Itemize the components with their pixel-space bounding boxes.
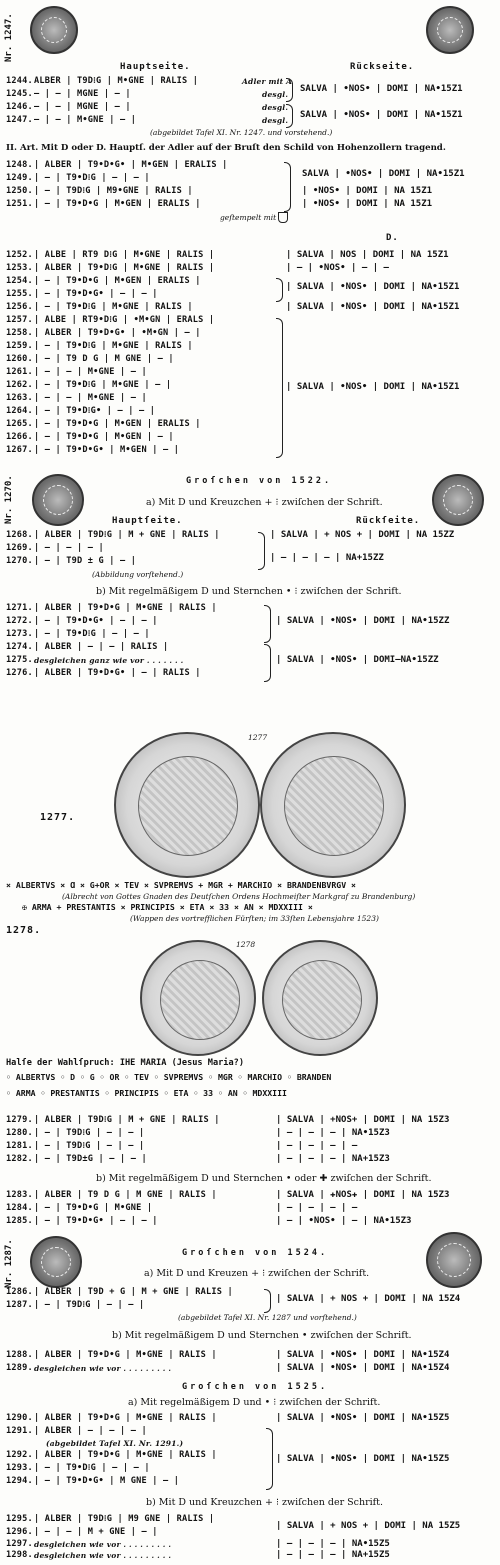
catalog-number-1277: 1277. <box>40 812 76 823</box>
catalog-row-1274: 1274. | ALBER | — | — | RALIS | <box>6 642 169 652</box>
reverse-legend: | SALVA | •NOS• | DOMI | NA•15Z1 <box>286 302 460 312</box>
subsection-heading: b) Mit D und Kreuzchen + ⁝ zwiſchen der Schrift. <box>146 1497 384 1508</box>
reverse-legend: | SALVA | ✚NOS✚ | DOMI | NA 15Z3 <box>276 1190 450 1200</box>
reverse-legend: | — | — | — | NA•15Z5 <box>276 1539 390 1549</box>
figure-number-1277: 1277 <box>248 733 268 742</box>
header-reverse: Rückſeite. <box>356 516 421 526</box>
reverse-legend: | SALVA | •NOS• | DOMI | NA•15Z1 <box>286 282 460 292</box>
reverse-legend: | — | — | — | NA+15Z3 <box>276 1154 390 1164</box>
brace <box>286 104 293 128</box>
coin-label-1287: Nr. 1287. <box>4 1239 14 1288</box>
reverse-legend: | •NOS• | DOMI | NA 15Z1 <box>302 186 433 196</box>
catalog-row-1297: 1297. desgleichen wie vor . . . . . . . . . <box>6 1539 172 1549</box>
catalog-row-1285: 1285. | — | T9•D•G• | — | — | <box>6 1216 158 1226</box>
catalog-row-1270: 1270. | — | T9D ± G | — | <box>6 556 137 566</box>
brace <box>258 532 265 570</box>
medal-legend-translation: (Albrecht von Gottes Gnaden des Deutſchen Ordens Hochmeiſter Markgraf zu Brandenburg) <box>62 892 416 901</box>
portrait-field <box>138 756 238 856</box>
catalog-row-1275: 1275. desgleichen ganz wie vor . . . . . . . <box>6 655 184 665</box>
plate-note: (abgebildet Tafel XI. Nr. 1287 und vorſtehend.) <box>178 1313 357 1322</box>
year-title-1522: Groſchen von 1522. <box>186 476 333 486</box>
brace <box>286 78 293 102</box>
medal-legend-translation: (Wappen des vortrefflichen Fürſten; im 33ſten Lebensjahre 1523) <box>130 914 379 923</box>
reverse-legend: | SALVA | •NOS• | DOMI | NA•15ZZ <box>276 616 450 626</box>
medal-image-1278-obverse <box>140 940 256 1056</box>
subsection-heading: b) Mit regelmäßigem D und Sternchen • oder ✚ zwiſchen der Schrift. <box>96 1173 432 1184</box>
reverse-legend: | SALVA | + NOS + | DOMI | NA 15ZZ <box>270 530 455 540</box>
reverse-legend: | SALVA | •NOS• | DOMI | NA•15Z4 <box>276 1350 450 1360</box>
catalog-row-1244: 1244. ALBER | T9D⁝G | M•GNE | RALIS | Adler mit A <box>6 76 293 86</box>
header-obverse: Hauptſeite. <box>112 516 183 526</box>
coin-image-1270-reverse <box>432 474 484 526</box>
catalog-row-1276: 1276. | ALBER | T9•D•G• | — | RALIS | <box>6 668 201 678</box>
catalog-row-1258: 1258. | ALBER | T9•D•G• | •M•GN | — | <box>6 328 201 338</box>
reverse-legend: | SALVA | + NOS + | DOMI | NA 15Z5 <box>276 1521 461 1531</box>
catalog-row-1281: 1281. | — | T9D⁝G | — | — | <box>6 1141 145 1151</box>
catalog-row-1261: 1261. | — | — | M•GNE | — | <box>6 367 147 377</box>
catalog-row-1255: 1255. | — | T9•D•G• | — | — | <box>6 289 158 299</box>
catalog-row-1254: 1254. | — | T9•D•G | M•GEN | ERALIS | <box>6 276 201 286</box>
catalog-row-1289: 1289. desgleichen wie vor . . . . . . . . . <box>6 1363 172 1373</box>
brace <box>266 1428 273 1490</box>
coin-label-1270: Nr. 1270. <box>4 475 14 524</box>
header-obverse: Hauptseite. <box>120 62 191 72</box>
catalog-row-1252: 1252. | ALBE | RT9 D⁝G | M•GNE | RALIS | <box>6 250 215 260</box>
header-reverse: Rückseite. <box>350 62 415 72</box>
catalog-row-1246: 1246. — | — | MGNE | — | desgl. <box>6 102 289 112</box>
medal-image-1278-reverse <box>262 940 378 1056</box>
medal-image-1277-reverse <box>260 732 406 878</box>
brace <box>276 318 283 458</box>
medal-image-1277-obverse <box>114 732 260 878</box>
subsection-heading: a) Mit D und Kreuzen + ⁝ zwiſchen der Schrift. <box>144 1268 370 1279</box>
coin-label-1247: Nr. 1247. <box>4 13 14 62</box>
catalog-row-1253: 1253. | ALBER | T9•D⁝G | M•GNE | RALIS | <box>6 263 215 273</box>
catalog-row-1273: 1273. | — | T9•D⁝G | — | — | <box>6 629 150 639</box>
reverse-legend: | SALVA | •NOS• | DOMI | NA•15Z4 <box>276 1363 450 1373</box>
catalog-row-1279: 1279. | ALBER | T9D⁝G | M + GNE | RALIS | <box>6 1115 220 1125</box>
catalog-row-1288: 1288. | ALBER | T9•D•G | M•GNE | RALIS | <box>6 1350 217 1360</box>
catalog-row-1290: 1290. | ALBER | T9•D•G | M•GNE | RALIS | <box>6 1413 217 1423</box>
medal-legend: ◦ ALBERTVS ◦ D ◦ G ◦ OR ◦ TEV ◦ SVPREMVS ◦ MGR ◦ MARCHIO ◦ BRANDEN <box>6 1072 332 1082</box>
motto-line: Halſe der Wahlſpruch: IHE MARIA (Jesus Maria?) <box>6 1058 244 1068</box>
catalog-row-1283: 1283. | ALBER | T9 D G | M GNE | RALIS | <box>6 1190 217 1200</box>
catalog-row-1245: 1245. — | — | MGNE | — | desgl. <box>6 89 289 99</box>
catalog-row-1263: 1263. | — | — | M•GNE | — | <box>6 393 147 403</box>
catalog-row-1266: 1266. | — | T9•D•G | M•GEN | — | <box>6 432 174 442</box>
reverse-legend: | •NOS• | DOMI | NA 15Z1 <box>302 199 433 209</box>
plate-note: (abgebildet Tafel XI. Nr. 1247. und vorstehend.) <box>150 128 333 137</box>
reverse-legend: | — | — | — | — <box>276 1141 358 1151</box>
catalog-row-1260: 1260. | — | T9 D G | M GNE | — | <box>6 354 174 364</box>
brace <box>264 605 271 643</box>
catalog-row-1247: 1247. — | — | M•GNE | — | desgl. <box>6 115 289 125</box>
reverse-legend: | SALVA | NOS | DOMI | NA 15Z1 <box>286 250 449 260</box>
catalog-row-1292: 1292. | ALBER | T9•D•G | M•GNE | RALIS | <box>6 1450 217 1460</box>
reverse-legend: | — | •NOS• | — | NA•15Z3 <box>276 1216 412 1226</box>
catalog-row-1267: 1267. | — | T9•D•G• | M•GEN | — | <box>6 445 180 455</box>
reverse-legend: SALVA | •NOS• | DOMI | NA•15Z1 <box>300 110 463 120</box>
medal-legend: ◦ ARMA ◦ PRESTANTIS ◦ PRINCIPIS ◦ ETA ◦ 33 ◦ AN ◦ MDXXIII <box>6 1088 287 1098</box>
reverse-legend: | SALVA | +NOS+ | DOMI | NA 15Z3 <box>276 1115 450 1125</box>
reverse-legend: | — | — | — | NA+15ZZ <box>270 553 384 563</box>
subsection-heading: b) Mit regelmäßigem D und Sternchen • zwiſchen der Schrift. <box>112 1330 412 1341</box>
catalog-row-1293: 1293. | — | T9•D⁝G | — | — | <box>6 1463 150 1473</box>
shield-icon <box>278 212 288 223</box>
reverse-legend: | SALVA | •NOS• | DOMI—NA•15ZZ <box>276 655 439 665</box>
medal-legend: ✠ ARMA + PRESTANTIS × PRINCIPIS × ETA × 33 × AN × MDXXIII × <box>22 902 313 912</box>
reverse-legend: | — | — | — | NA•15Z3 <box>276 1128 390 1138</box>
brace <box>276 278 283 302</box>
catalog-row-1264: 1264. | — | T9•D⁝G• | — | — | <box>6 406 156 416</box>
catalog-row-1265: 1265. | — | T9•D•G | M•GEN | ERALIS | <box>6 419 201 429</box>
catalog-row-1296: 1296. | — | — | M + GNE | — | <box>6 1527 158 1537</box>
brace <box>264 644 271 682</box>
medal-legend: × ALBERTVS × Ɑ × G+OR × TEV × SVPREMVS + MGR + MARCHIO × BRANDENBVRGV × <box>6 880 356 890</box>
plate-note-row: (abgebildet Tafel XI. Nr. 1291.) <box>46 1439 184 1448</box>
catalog-row-1291: 1291. | ALBER | — | — | — | <box>6 1426 147 1436</box>
catalog-row-1268: 1268. | ALBER | T9D⁝G | M + GNE | RALIS | <box>6 530 220 540</box>
reverse-legend: | — | •NOS• | — | — <box>286 263 389 273</box>
reverse-legend: SALVA | •NOS• | DOMI | NA•15Z1 <box>302 169 465 179</box>
catalog-number-1278: 1278. <box>6 925 42 936</box>
subsection-heading: a) Mit D und Kreuzchen + ⁝ zwiſchen der Schrift. <box>146 497 383 508</box>
year-title-1524: Groſchen von 1524. <box>182 1248 329 1258</box>
coin-image-1247-reverse <box>426 6 474 54</box>
catalog-row-1287: 1287. | — | T9D⁝G | — | — | <box>6 1300 145 1310</box>
brace <box>284 162 291 212</box>
catalog-row-1271: 1271. | ALBER | T9•D•G | M•GNE | RALIS | <box>6 603 217 613</box>
arms-field <box>282 960 362 1040</box>
catalog-row-1298: 1298. desgleichen wie vor . . . . . . . . . <box>6 1550 172 1560</box>
catalog-row-1248: 1248. | ALBER | T9•D•G• | M•GEN | ERALIS | <box>6 160 228 170</box>
year-title-1525: Groſchen von 1525. <box>182 1382 329 1392</box>
reverse-legend: SALVA | •NOS• | DOMI | NA•15Z1 <box>300 84 463 94</box>
catalog-row-1251: 1251. | — | T9•D•G | M•GEN | ERALIS | <box>6 199 201 209</box>
catalog-row-1294: 1294. | — | T9•D•G• | M GNE | — | <box>6 1476 180 1486</box>
catalog-row-1295: 1295. | ALBER | T9D⁝G | M9 GNE | RALIS | <box>6 1514 215 1524</box>
section-letter: D. <box>386 233 399 243</box>
reverse-legend: | SALVA | •NOS• | DOMI | NA•15Z5 <box>276 1454 450 1464</box>
subsection-heading: a) Mit regelmäßigem D und • ⁝ zwiſchen der Schrift. <box>128 1397 381 1408</box>
catalog-row-1282: 1282. | — | T9D±G | — | — | <box>6 1154 147 1164</box>
reverse-legend: | SALVA | •NOS• | DOMI | NA•15Z5 <box>276 1413 450 1423</box>
catalog-row-1272: 1272. | — | T9•D•G• | — | — | <box>6 616 158 626</box>
arms-field <box>284 756 384 856</box>
catalog-row-1284: 1284. | — | T9•D•G | M•GNE | <box>6 1203 153 1213</box>
catalog-row-1249: 1249. | — | T9•D⁝G | — | — | <box>6 173 150 183</box>
subsection-heading: b) Mit regelmäßigem D und Sternchen • ⁝ zwiſchen der Schrift. <box>96 586 402 597</box>
catalog-row-1262: 1262. | — | T9•D⁝G | M•GNE | — | <box>6 380 172 390</box>
catalog-row-1259: 1259. | — | T9•D⁝G | M•GNE | RALIS | <box>6 341 193 351</box>
plate-note: (Abbildung vorſtehend.) <box>92 570 184 579</box>
stamp-note: geſtempelt mit <box>220 213 277 222</box>
catalog-row-1256: 1256. | — | T9•D⁝G | M•GNE | RALIS | <box>6 302 193 312</box>
coin-image-1247-obverse <box>30 6 78 54</box>
portrait-field <box>160 960 240 1040</box>
figure-number-1278: 1278 <box>236 940 256 949</box>
catalog-row-1250: 1250. | — | T9D⁝G | M9•GNE | RALIS | <box>6 186 193 196</box>
catalog-row-1286: 1286. | ALBER | T9D + G | M + GNE | RALIS | <box>6 1287 233 1297</box>
catalog-row-1280: 1280. | — | T9D⁝G | — | — | <box>6 1128 145 1138</box>
coin-image-1287-reverse <box>426 1232 482 1288</box>
reverse-legend: | SALVA | + NOS + | DOMI | NA 15Z4 <box>276 1294 461 1304</box>
section-heading: II. Art. Mit D oder D. Hauptſ. der Adler auf der Bruſt den Schild von Hohenzollern tragend. <box>6 143 446 153</box>
reverse-legend: | SALVA | •NOS• | DOMI | NA•15Z1 <box>286 382 460 392</box>
coin-image-1287-obverse <box>30 1236 82 1288</box>
reverse-legend: | — | — | — | NA+15Z5 <box>276 1550 390 1560</box>
coin-image-1270-obverse <box>32 474 84 526</box>
catalog-row-1257: 1257. | ALBE | RT9•D⁝G | •M•GN | ERALS | <box>6 315 215 325</box>
catalog-row-1269: 1269. | — | — | — | <box>6 543 104 553</box>
brace <box>264 1289 271 1313</box>
reverse-legend: | — | — | — | — <box>276 1203 358 1213</box>
